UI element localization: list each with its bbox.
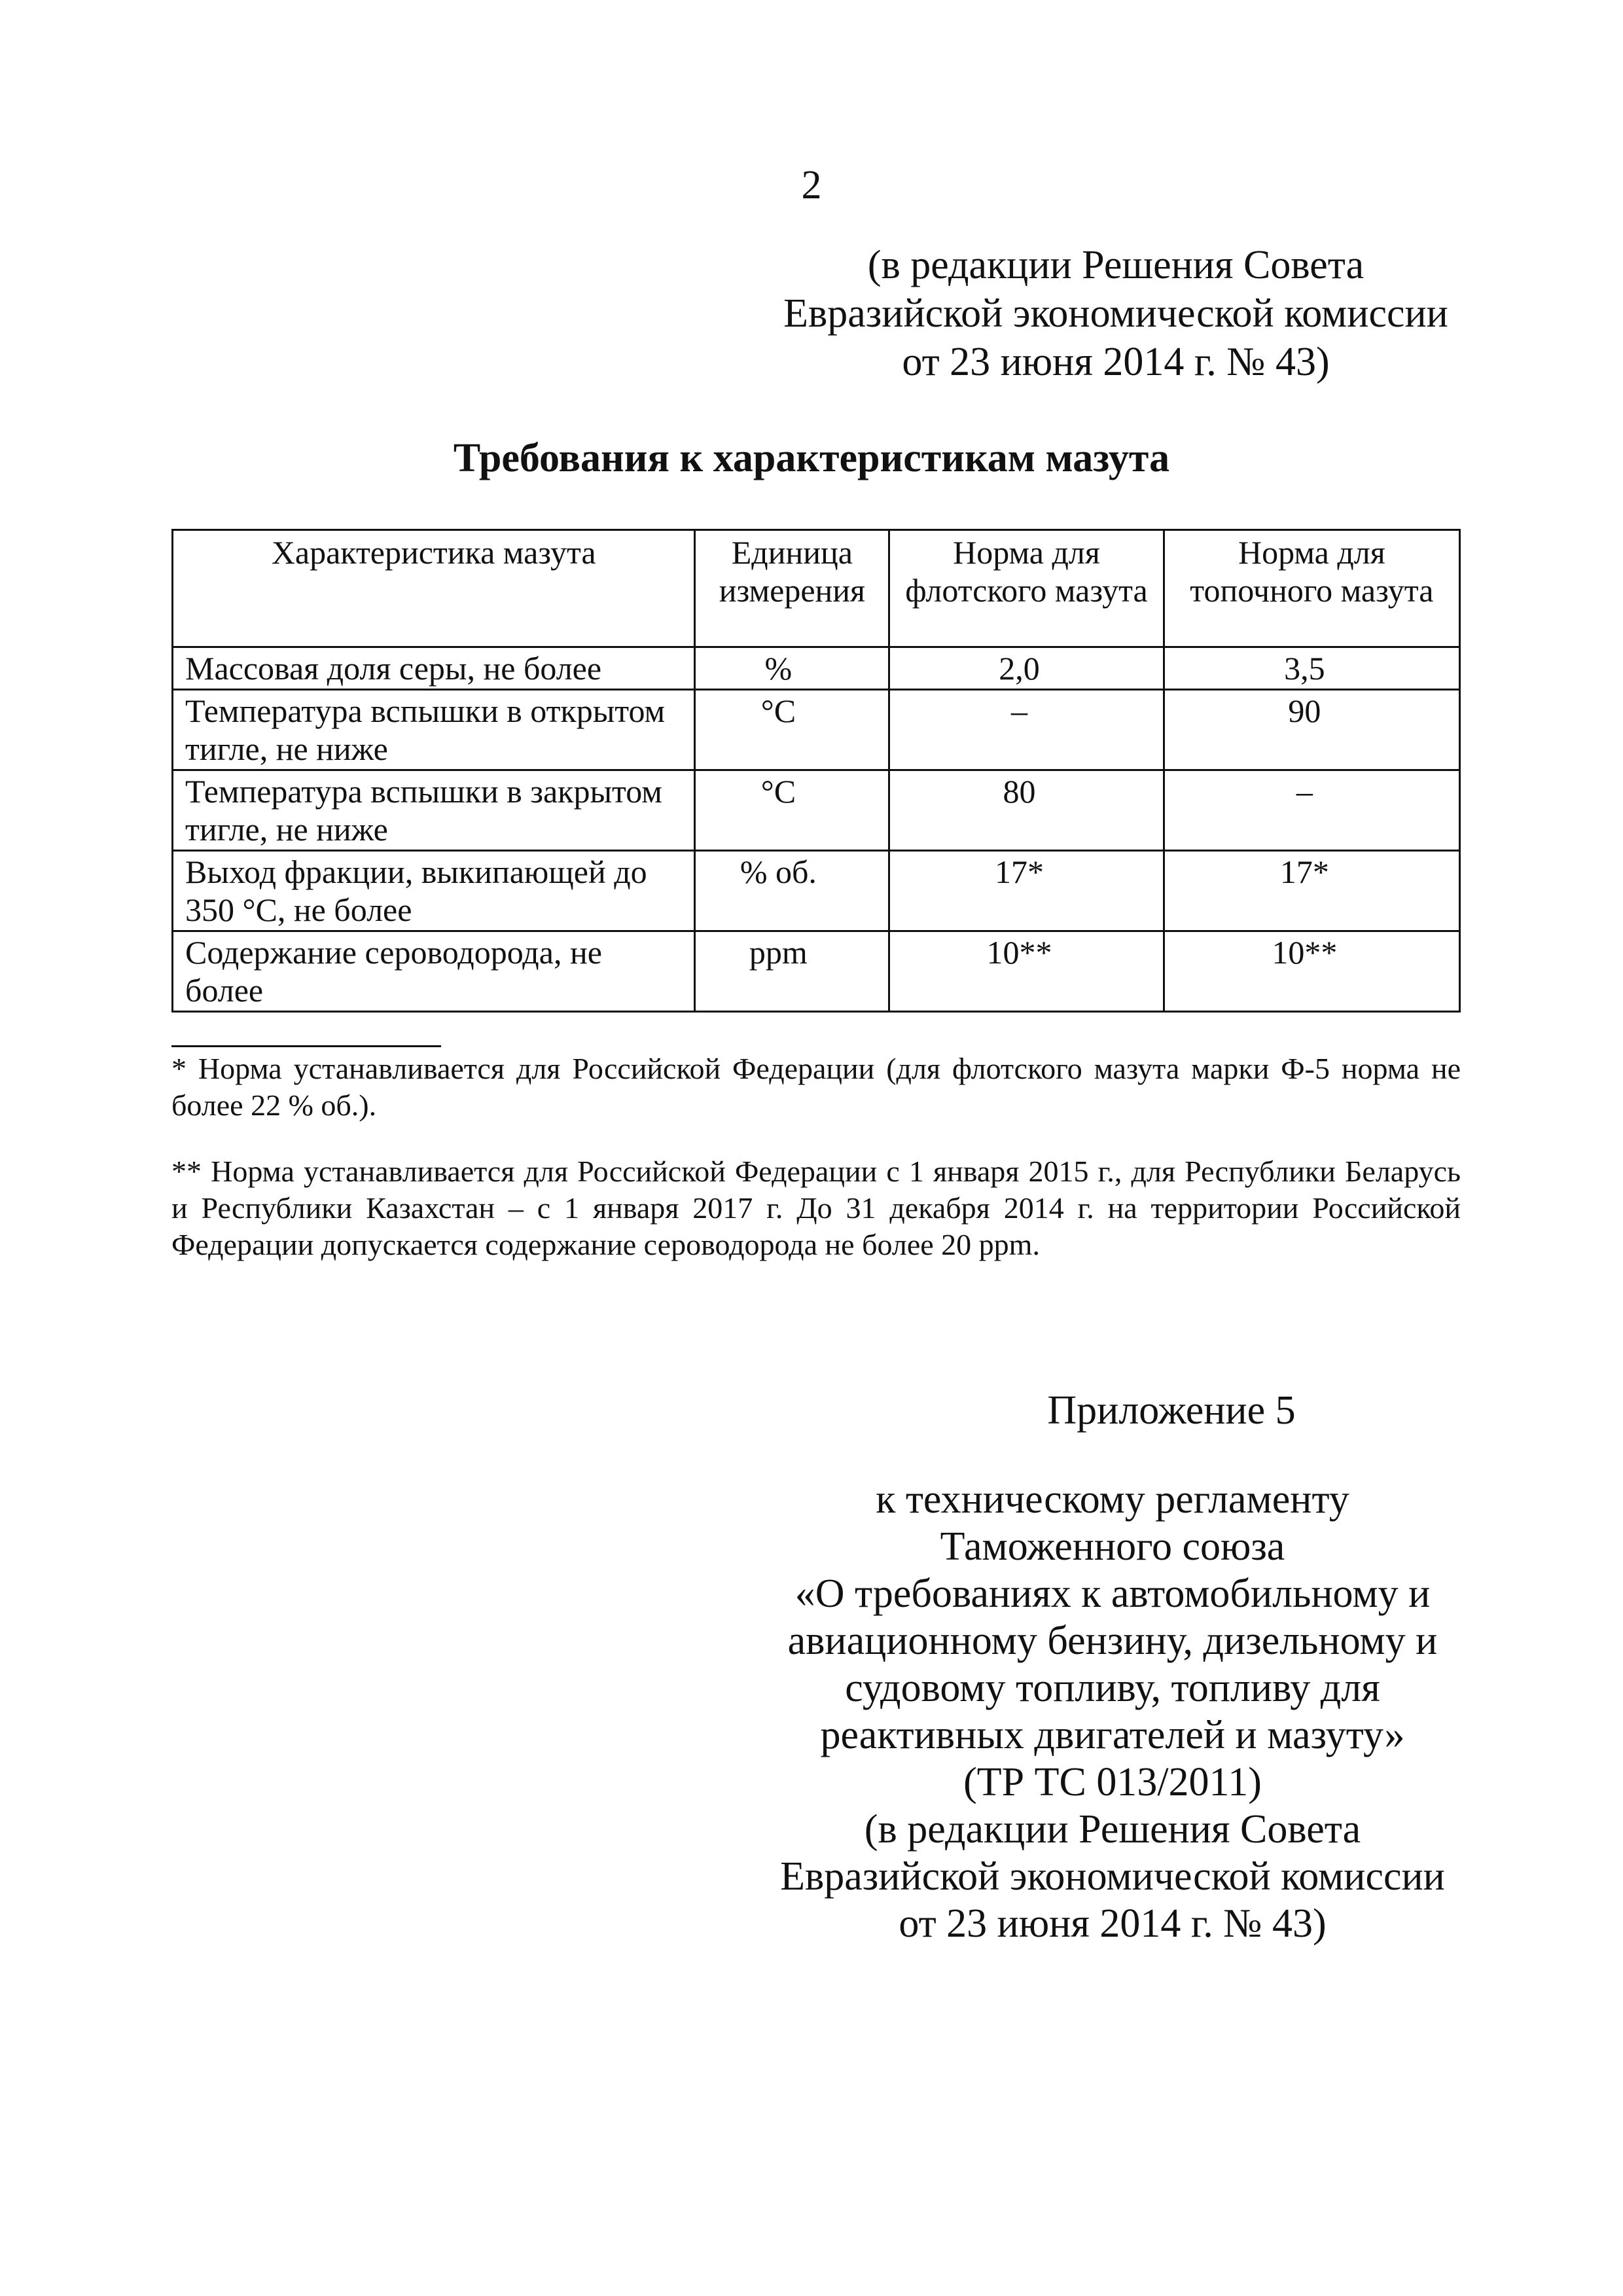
table-cell: Содержание сероводорода, не более <box>173 931 695 1012</box>
appendix-line: к техническому регламенту <box>876 1477 1349 1522</box>
table-cell: % <box>695 647 889 690</box>
edition-note-line: Евразийской экономической комиссии <box>783 291 1448 336</box>
table-cell: Выход фракции, выкипающей до 350 °С, не более <box>173 851 695 931</box>
fuel-oil-norms-table <box>171 529 1461 1013</box>
table-row <box>173 851 1460 931</box>
header-marine-norm: Норма для флотского мазута <box>889 530 1164 647</box>
table-cell: 3,5 <box>1164 647 1459 690</box>
appendix-line: реактивных двигателей и мазуту» <box>820 1713 1405 1757</box>
appendix-line: (ТР ТС 013/2011) <box>963 1760 1262 1804</box>
table-cell: 17* <box>889 851 1164 931</box>
table-header-row <box>173 530 1460 647</box>
appendix-line: авиационному бензину, дизельному и <box>787 1619 1438 1663</box>
edition-note-line: от 23 июня 2014 г. № 43) <box>902 340 1330 384</box>
appendix-line: судовому топливу, топливу для <box>845 1666 1380 1710</box>
table-cell: ppm <box>695 931 889 1012</box>
table-cell: 80 <box>889 770 1164 851</box>
header-characteristic: Характеристика мазута <box>173 530 695 647</box>
table-cell: Температура вспышки в закрытом тигле, не ниже <box>173 770 695 851</box>
table-title: Требования к характеристикам мазута <box>453 436 1170 480</box>
table-cell: °С <box>695 770 889 851</box>
appendix-line: (в редакции Решения Совета <box>864 1807 1361 1852</box>
header-furnace-norm: Норма для топочного мазута <box>1164 530 1459 647</box>
table-row <box>173 931 1460 1012</box>
edition-note-line: (в редакции Решения Совета <box>867 243 1364 287</box>
appendix-line: Евразийской экономической комиссии <box>780 1854 1445 1899</box>
edition-note <box>740 241 1492 386</box>
table-cell: Температура вспышки в открытом тигле, не ниже <box>173 690 695 770</box>
table-row <box>173 647 1460 690</box>
appendix-label: Приложение 5 <box>1047 1388 1296 1433</box>
footnote-double-asterisk: ** Норма устанавливается для Российской Федерации с 1 января 2015 г., для Республики Беларусь и Республики Казахстан – с 1 января 2017 г. До 31 декабря 2014 г. на территории Российской Федерации допускается содержание сероводорода не более 20 ppm. <box>171 1155 1461 1261</box>
footnote-divider <box>171 1045 441 1047</box>
table-cell: 90 <box>1164 690 1459 770</box>
table-row <box>173 770 1460 851</box>
footnote-single-asterisk: * Норма устанавливается для Российской Федерации (для флотского мазута марки Ф-5 норма не более 22 % об.). <box>171 1052 1461 1122</box>
table-cell: % об. <box>695 851 889 931</box>
page-number: 2 <box>801 163 822 207</box>
appendix-line: Таможенного союза <box>940 1524 1285 1569</box>
table-cell: 10** <box>1164 931 1459 1012</box>
table-row <box>173 690 1460 770</box>
table-cell: – <box>1164 770 1459 851</box>
header-unit: Единица измерения <box>695 530 889 647</box>
appendix-line: от 23 июня 2014 г. № 43) <box>899 1901 1327 1946</box>
appendix-line: «О требованиях к автомобильному и <box>794 1571 1431 1616</box>
table-cell: Массовая доля серы, не более <box>173 647 695 690</box>
appendix-description <box>720 1476 1505 1947</box>
table-cell: 10** <box>889 931 1164 1012</box>
table-cell: °С <box>695 690 889 770</box>
table-cell: 2,0 <box>889 647 1164 690</box>
table-cell: 17* <box>1164 851 1459 931</box>
table-cell: – <box>889 690 1164 770</box>
